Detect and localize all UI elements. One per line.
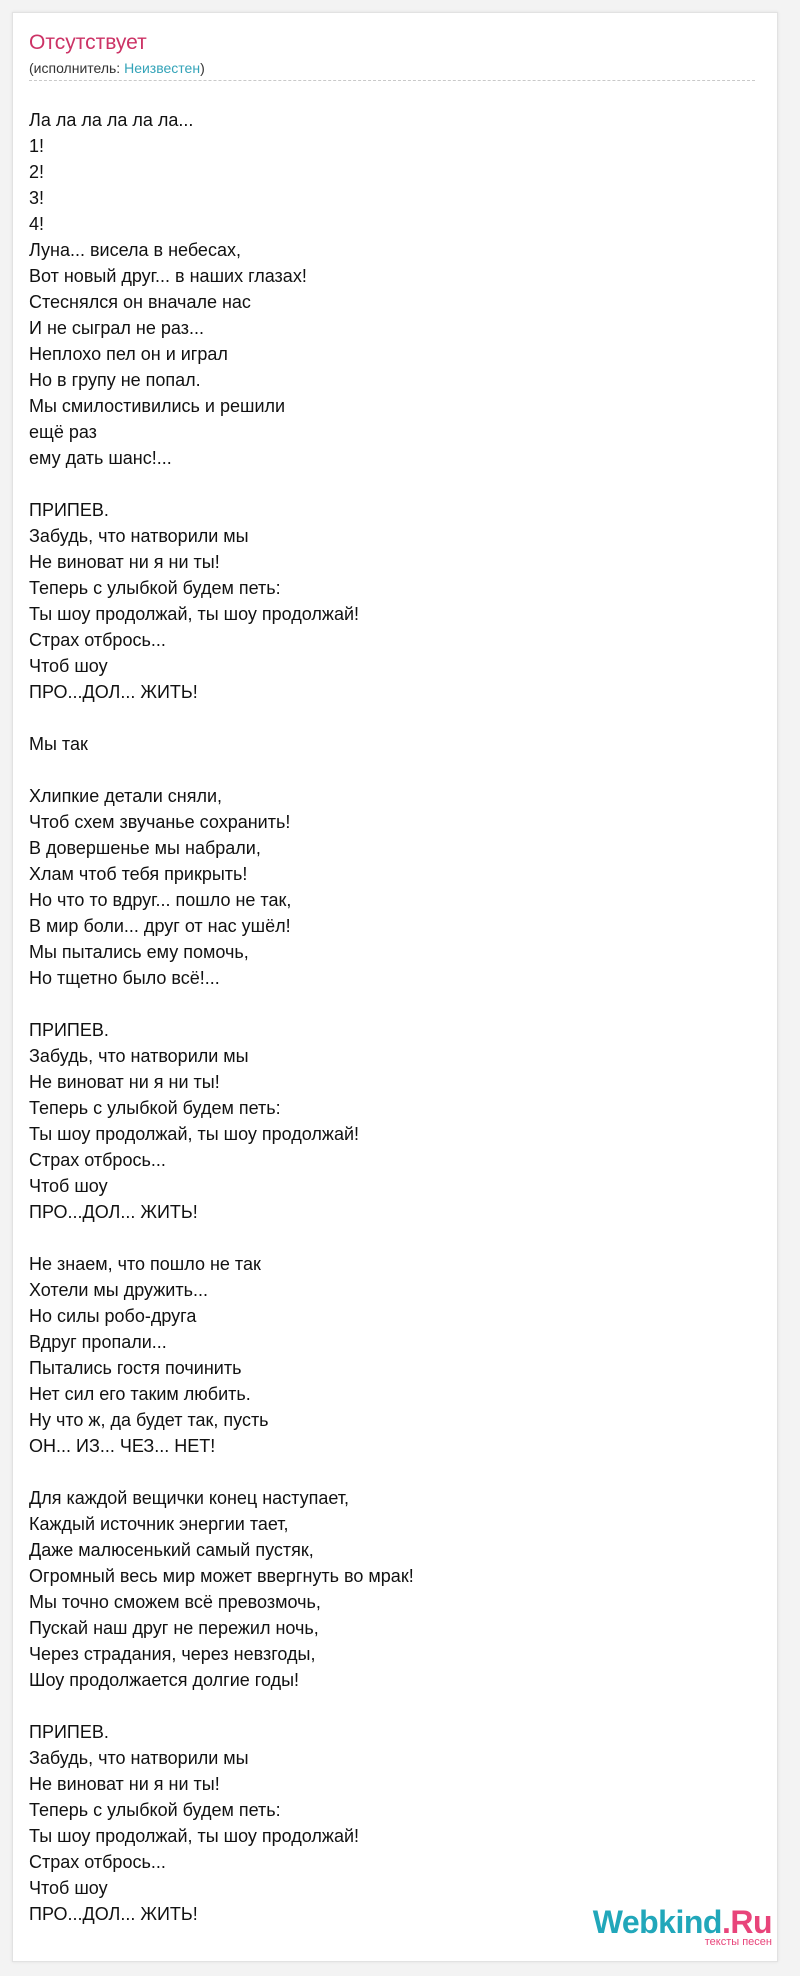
lyric-line: ПРИПЕВ. [29,1020,109,1040]
lyric-line: И не сыграл не раз... [29,318,204,338]
lyric-line: Мы смилостивились и решили [29,396,286,416]
lyric-line: Ты шоу продолжай, ты шоу продолжай! [29,1124,360,1144]
lyric-line: Каждый источник энергии тает, [29,1514,289,1534]
lyric-line: Ты шоу продолжай, ты шоу продолжай! [29,604,360,624]
lyric-line: Нет сил его таким любить. [29,1384,251,1404]
lyric-blank-line [29,991,729,1017]
logo-wordmark [593,1905,772,1939]
lyric-line: ещё раз [29,422,97,442]
lyric-line: Теперь с улыбкой будем петь: [29,578,281,598]
lyric-line: ПРИПЕВ. [29,500,109,520]
lyric-line: ПРИПЕВ. [29,1722,109,1742]
performer-prefix: (исполнитель: [29,60,125,76]
lyric-line: Стеснялся он вначале нас [29,292,251,312]
performer-line [29,59,205,77]
lyric-blank-line [29,1693,729,1719]
lyric-line: Страх отбрось... [29,1852,166,1872]
lyric-line: ПРО...ДОЛ... ЖИТЬ! [29,1904,198,1924]
lyric-line: Вот новый друг... в наших глазах! [29,266,307,286]
lyric-line: 1! [29,136,45,156]
lyric-line: ПРО...ДОЛ... ЖИТЬ! [29,682,198,702]
lyric-line: Огромный весь мир может ввергнуть во мрак! [29,1566,414,1586]
lyric-line: ему дать шанс!... [29,448,172,468]
lyric-line: Ла ла ла ла ла ла... [29,110,194,130]
lyric-line: Но в групу не попал. [29,370,201,390]
lyric-line: ОН... ИЗ... ЧЕЗ... НЕТ! [29,1436,216,1456]
lyrics-text [29,107,729,1927]
lyric-line: 2! [29,162,45,182]
lyric-line: Не знаем, что пошло не так [29,1254,261,1274]
lyric-line: В мир боли... друг от нас ушёл! [29,916,291,936]
lyric-line: Не виноват ни я ни ты! [29,1072,220,1092]
lyric-line: Чтоб шоу [29,656,108,676]
lyric-line: Ты шоу продолжай, ты шоу продолжай! [29,1826,360,1846]
lyric-line: Но силы робо-друга [29,1306,197,1326]
lyric-line: Не виноват ни я ни ты! [29,552,220,572]
lyric-line: Мы так [29,734,88,754]
lyric-blank-line [29,1459,729,1485]
lyric-line: Мы пытались ему помочь, [29,942,249,962]
performer-link[interactable]: Неизвестен [124,60,201,76]
lyric-line: Ну что ж, да будет так, пусть [29,1410,269,1430]
song-title: Отсутствует [29,31,147,54]
lyric-line: Даже малюсенький самый пустяк, [29,1540,314,1560]
lyric-line: Забудь, что натворили мы [29,1748,249,1768]
lyric-blank-line [29,757,729,783]
lyric-line: Но что то вдруг... пошло не так, [29,890,292,910]
lyric-line: Хотели мы дружить... [29,1280,208,1300]
lyric-line: Чтоб схем звучанье сохранить! [29,812,291,832]
lyric-line: Вдруг пропали... [29,1332,167,1352]
title-divider [29,80,755,81]
lyric-line: Через страдания, через невзгоды, [29,1644,316,1664]
lyric-line: Для каждой вещички конец наступает, [29,1488,350,1508]
lyric-line: Луна... висела в небесах, [29,240,241,260]
lyric-line: Не виноват ни я ни ты! [29,1774,220,1794]
lyric-line: В довершенье мы набрали, [29,838,261,858]
lyric-line: Чтоб шоу [29,1878,108,1898]
lyric-blank-line [29,471,729,497]
lyric-line: Но тщетно было всё!... [29,968,220,988]
lyric-line: ПРО...ДОЛ... ЖИТЬ! [29,1202,198,1222]
lyric-line: Хлам чтоб тебя прикрыть! [29,864,248,884]
lyric-line: 3! [29,188,45,208]
lyric-line: Теперь с улыбкой будем петь: [29,1800,281,1820]
lyric-line: Забудь, что натворили мы [29,526,249,546]
performer-suffix: ) [200,60,205,76]
lyric-line: Пускай наш друг не пережил ночь, [29,1618,319,1638]
lyric-blank-line [29,1225,729,1251]
lyric-line: Чтоб шоу [29,1176,108,1196]
logo-tagline: тексты песен [704,1936,772,1948]
logo-tld: .Ru [721,1904,772,1940]
lyric-blank-line [29,705,729,731]
lyric-line: Забудь, что натворили мы [29,1046,249,1066]
logo-brand: Webkind [592,1904,722,1940]
lyric-line: Теперь с улыбкой будем петь: [29,1098,281,1118]
lyric-line: Неплохо пел он и играл [29,344,228,364]
lyric-line: Пытались гостя починить [29,1358,242,1378]
lyric-line: Шоу продолжается долгие годы! [29,1670,300,1690]
lyric-line: 4! [29,214,45,234]
lyric-line: Страх отбрось... [29,1150,166,1170]
lyric-line: Мы точно сможем всё превозмочь, [29,1592,321,1612]
lyric-line: Хлипкие детали сняли, [29,786,223,806]
webkind-logo[interactable] [592,1904,772,1948]
lyric-line: Страх отбрось... [29,630,166,650]
